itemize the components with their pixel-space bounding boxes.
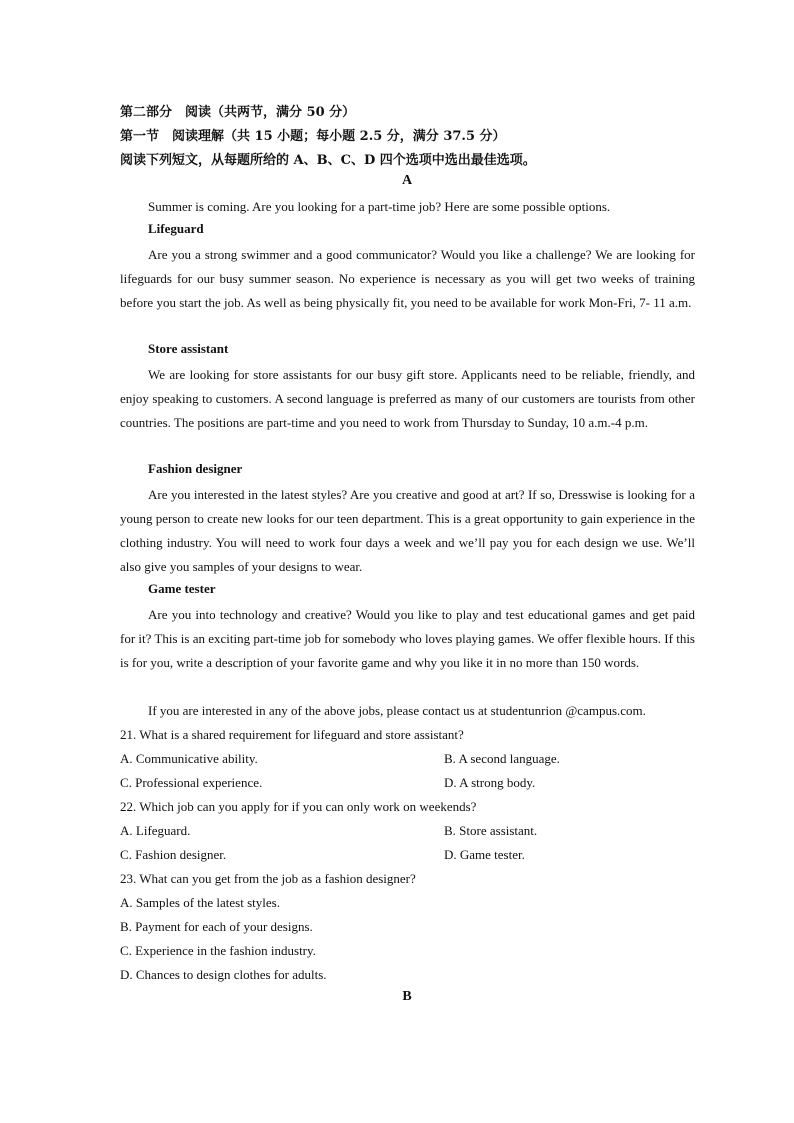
job-title-store-assistant: Store assistant xyxy=(148,341,229,356)
question-22-stem: 22. Which job can you apply for if you can only work on weekends? xyxy=(120,799,477,814)
q21-option-c: C. Professional experience. xyxy=(120,775,263,790)
q22-option-b: B. Store assistant. xyxy=(444,823,538,838)
passage-b-letter: B xyxy=(402,989,412,1004)
q23-option-c: C. Experience in the fashion industry. xyxy=(120,943,316,958)
question-21-stem: 21. What is a shared requirement for lifeguard and store assistant? xyxy=(120,727,464,742)
passage-intro: Summer is coming. Are you looking for a part-time job? Here are some possible options. xyxy=(148,199,611,214)
q23-option-d: D. Chances to design clothes for adults. xyxy=(120,967,327,982)
q22-option-d: D. Game tester. xyxy=(444,847,525,862)
part-heading: 第二部分 阅读（共两节，满分 50 分） xyxy=(120,105,356,120)
job-text-store-assistant: We are looking for store assistants for our busy gift store. Applicants need to be reliable, friendly, and enjoy speaking to customers. A second language is preferred as many of our customers are tourists from other countries. The positions are part-time and you need to work from Thursday to Sunday, 10 a.m.-4 p.m. xyxy=(120,367,695,430)
q21-option-a: A. Communicative ability. xyxy=(120,751,258,766)
q22-option-a: A. Lifeguard. xyxy=(120,823,191,838)
job-text-lifeguard: Are you a strong swimmer and a good communicator? Would you like a challenge? We are looking for lifeguards for our busy summer season. No experience is necessary as you will get two weeks of training before you start the job. As well as being physically fit, you need to be available for work Mon-Fri, 7- 11 a.m. xyxy=(120,247,695,310)
q23-option-a: A. Samples of the latest styles. xyxy=(120,895,280,910)
instruction-text: 阅读下列短文，从每题所给的 A、B、C、D 四个选项中选出最佳选项。 xyxy=(120,153,536,168)
q23-option-b: B. Payment for each of your designs. xyxy=(120,919,313,934)
job-title-game-tester: Game tester xyxy=(148,581,216,596)
passage-a-letter: A xyxy=(401,173,413,188)
job-text-fashion-designer: Are you interested in the latest styles? Are you creative and good at art? If so, Dresswise is looking for a young person to create new looks for our teen department. This is a great opportunity to gain experience in the clothing industry. You will need to work four days a week and we’ll pay you for each design we use. We’ll also give you samples of your designs to wear. xyxy=(120,487,695,574)
job-text-game-tester: Are you into technology and creative? Would you like to play and test educational games and get paid for it? This is an exciting part-time job for somebody who loves playing games. We offer flexible hours. If this is for you, write a description of your favorite game and why you like it in no more than 150 words. xyxy=(120,607,695,670)
q22-option-c: C. Fashion designer. xyxy=(120,847,227,862)
contact-line: If you are interested in any of the above jobs, please contact us at studentunrion @campus.com. xyxy=(148,703,646,718)
q21-option-b: B. A second language. xyxy=(444,751,560,766)
q21-option-d: D. A strong body. xyxy=(444,775,536,790)
section-heading: 第一节 阅读理解（共 15 小题；每小题 2.5 分，满分 37.5 分） xyxy=(120,129,506,144)
job-title-lifeguard: Lifeguard xyxy=(148,221,204,236)
question-23-stem: 23. What can you get from the job as a fashion designer? xyxy=(120,871,416,886)
job-title-fashion-designer: Fashion designer xyxy=(148,461,243,476)
